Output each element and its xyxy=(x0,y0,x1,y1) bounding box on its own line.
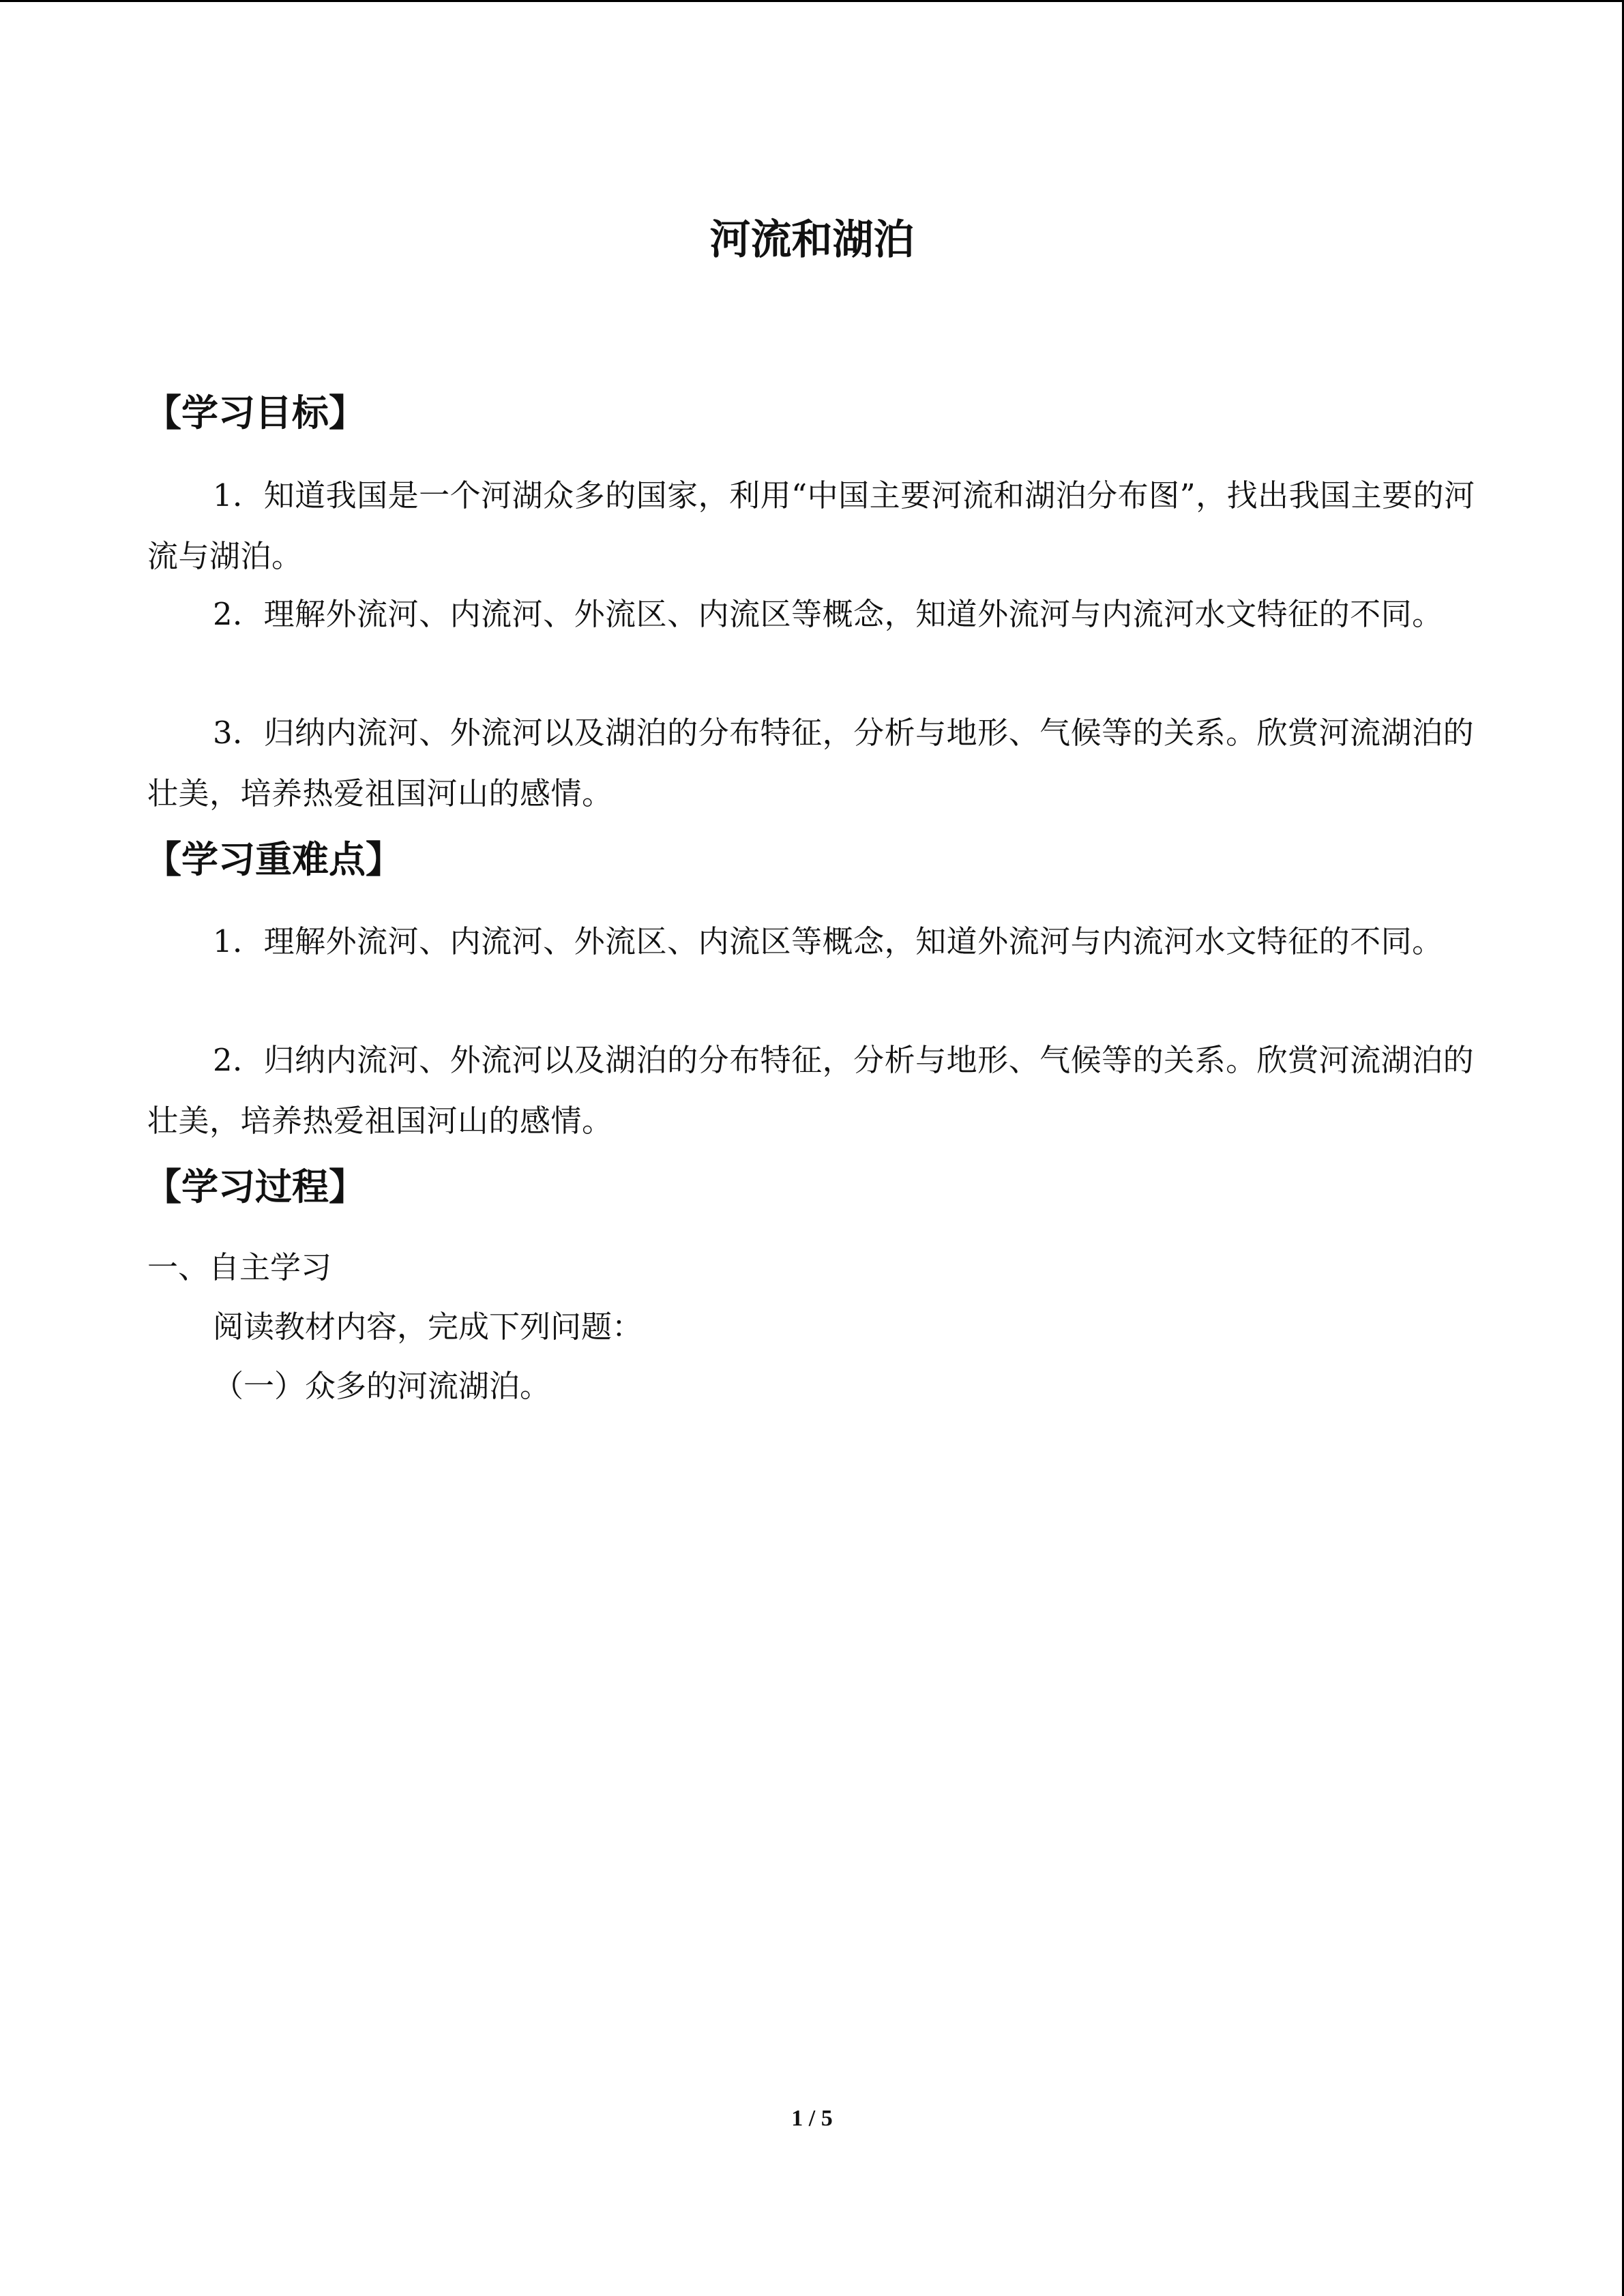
goal-item-1: 1．知道我国是一个河湖众多的国家，利用“中国主要河流和湖泊分布图”，找出我国主要的河流与湖泊。 xyxy=(147,477,1475,574)
self-study-heading: 一、自主学习 xyxy=(147,1249,332,1285)
document-title: 河流和湖泊 xyxy=(709,216,915,264)
key-point-item-2: 2．归纳内流河、外流河以及湖泊的分布特征，分析与地形、气候等的关系。欣赏河流湖泊的壮美，培养热爱祖国河山的感情。 xyxy=(147,1042,1475,1139)
section-heading-learning-goals: 【学习目标】 xyxy=(145,391,366,434)
section-heading-key-points: 【学习重难点】 xyxy=(145,837,402,881)
goal-item-3: 3．归纳内流河、外流河以及湖泊的分布特征，分析与地形、气候等的关系。欣赏河流湖泊的壮美，培养热爱祖国河山的感情。 xyxy=(147,715,1475,811)
subitem-rivers-lakes: （一）众多的河流湖泊。 xyxy=(213,1368,551,1404)
reading-instruction: 阅读教材内容，完成下列问题： xyxy=(213,1309,643,1345)
section-heading-learning-process: 【学习过程】 xyxy=(145,1165,366,1208)
goal-item-2: 2．理解外流河、内流河、外流区、内流区等概念，知道外流河与内流河水文特征的不同。 xyxy=(213,596,1443,632)
page-number: 1 / 5 xyxy=(791,2106,833,2131)
key-point-item-1: 1．理解外流河、内流河、外流区、内流区等概念，知道外流河与内流河水文特征的不同。 xyxy=(213,923,1443,959)
